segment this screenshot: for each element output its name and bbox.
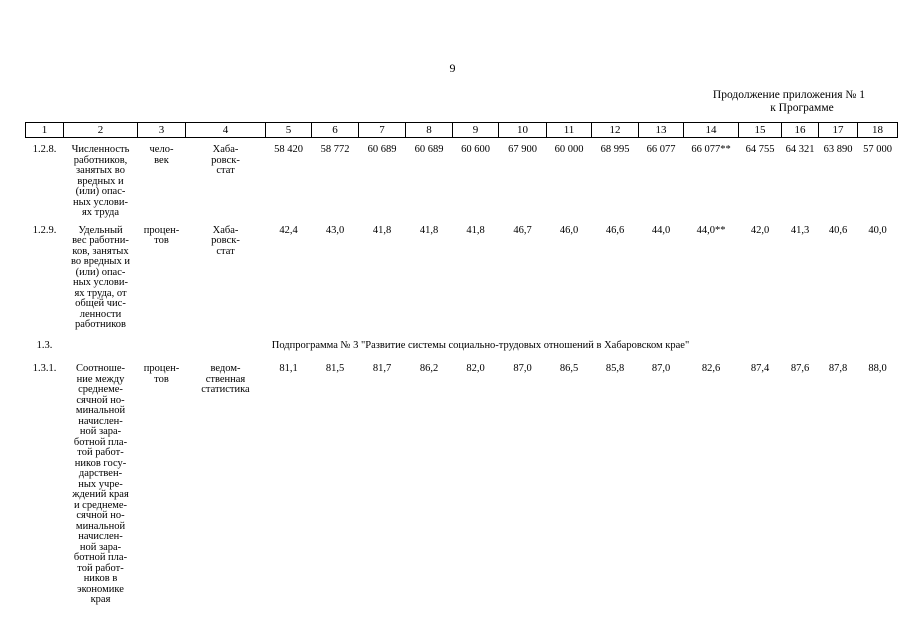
value-cell: 60 689 [367,144,397,155]
data-source-line: ведом- [210,363,241,374]
indicator-name-line: дарствен- [78,468,123,479]
column-header-3: 3 [138,123,186,138]
unit-of-measure [138,145,186,219]
continuation-line-2: к Программе [770,102,834,114]
value-cell: 87,6 [790,363,810,374]
table-row [26,145,898,219]
indicator-name-line: вредных и [77,175,124,187]
indicator-name-line: той работ- [77,447,124,458]
value-cell: 81,5 [325,363,345,374]
indicator-name-line: ние между [76,373,125,385]
data-source-line: ственная [205,373,246,385]
table-body [26,138,898,606]
column-header-8: 8 [406,123,453,138]
indicator-name-line: ях труда [81,207,120,218]
indicator-name [64,364,138,606]
column-header-7: 7 [359,123,406,138]
value-cell: 82,0 [466,363,485,374]
data-source [186,145,266,219]
indicator-name-line: сячной но- [76,510,125,521]
data-source-line: стат [216,165,235,176]
row-code: 1.3. [36,339,53,351]
indicator-name-line: ботной пла- [73,552,128,563]
value-cell: 42,0 [750,224,770,236]
column-header-5: 5 [266,123,312,138]
value-cell: 57 000 [863,144,892,155]
value-cell: 87,8 [828,363,848,374]
subprogram-row [26,331,898,358]
data-source-line: Хаба- [212,224,239,236]
unit-of-measure-line: чело- [149,144,174,155]
indicator-name-line: ников госу- [74,457,127,469]
value-cell: 60 689 [414,144,444,155]
column-header-6: 6 [312,123,359,138]
value-cell: 87,0 [651,363,671,374]
column-header-9: 9 [453,123,499,138]
indicator-name-line: минальной [75,405,126,416]
column-header-12: 12 [592,123,639,138]
value-cell: 44,0 [651,224,671,236]
indicator-name-line: вес работни- [72,235,129,246]
value-cell: 68 995 [600,144,630,155]
value-cell: 58 772 [320,144,350,155]
column-header-1: 1 [26,123,64,138]
value-cell: 44,0** [696,224,726,236]
page-number: 9 [449,61,456,75]
value-cell: 40,6 [828,224,848,236]
indicator-name-line: (или) опас- [75,266,126,278]
indicator-name-line: среднеме- [78,384,123,395]
value-cell: 64 755 [745,144,775,155]
column-header-13: 13 [639,123,684,138]
indicator-name-line: (или) опас- [75,186,126,197]
value-cell: 42,4 [279,224,298,236]
value-cell: 67 900 [508,144,537,155]
value-cell: 41,8 [419,224,439,236]
value-cell: 88,0 [868,363,887,374]
indicator-name [64,145,138,219]
indicator-name-line: работников [75,319,126,330]
indicator-name-line: той работ- [77,562,124,574]
value-cell: 64 321 [785,144,815,155]
indicator-name-line: ленности [79,308,122,320]
value-cell: 81,7 [372,363,392,374]
value-cell: 41,8 [466,224,485,236]
value-cell: 46,6 [605,224,625,236]
column-header-14: 14 [684,123,739,138]
value-cell: 60 000 [554,144,584,155]
indicator-name-line: ников в [83,573,118,584]
indicator-name-line: ботной пла- [73,436,128,448]
indicator-name-line: ных учре- [78,478,123,490]
column-header-2: 2 [64,123,138,138]
continuation-line-1: Продолжение приложения № 1 [712,89,865,101]
unit-of-measure-line: век [154,154,169,166]
subprogram-title: Подпрограмма № 3 "Развитие системы социально-трудовых отношений в Хабаровском крае" [271,339,690,351]
indicator-name-line: ях труда, от [74,287,127,299]
data-source-line: Хаба- [212,144,239,155]
value-cell: 58 420 [274,144,303,155]
value-cell: 41,3 [790,224,810,236]
value-cell: 85,8 [605,363,625,374]
value-cell: 46,7 [513,224,532,236]
data-source-line: статистика [201,384,250,395]
value-cell: 60 600 [461,144,490,155]
value-cell: 87,0 [513,363,532,374]
indicator-name-line: ной зара- [79,426,122,437]
indicator-name-line: занятых во [76,165,125,176]
value-cell: 87,4 [750,363,770,374]
value-cell: 41,8 [372,224,392,236]
indicator-name-line: края [90,594,111,605]
value-cell: 40,0 [868,224,887,236]
indicator-name-line: Удельный [78,224,123,236]
table-row [26,226,898,331]
table-row [26,364,898,606]
column-header-18: 18 [858,123,898,138]
column-header-17: 17 [819,123,858,138]
unit-of-measure-line: процен- [143,363,180,374]
column-header-4: 4 [186,123,266,138]
column-number-header [26,123,898,138]
data-source-line: ровск- [211,154,240,166]
value-cell: 66 077** [691,144,731,155]
value-cell: 82,6 [701,363,721,374]
row-code: 1.2.9. [32,224,57,236]
indicator-name-line: сячной но- [76,394,125,406]
value-cell: 63 890 [823,144,853,155]
unit-of-measure-line: тов [154,373,169,385]
indicator-name [64,226,138,331]
indicator-name-line: ждений края [72,489,129,500]
value-cell: 46,0 [559,224,579,236]
value-cell: 86,5 [559,363,579,374]
appendix-continuation-note [713,89,865,115]
indicator-name-line: Численность [71,144,130,155]
data-source [186,364,266,606]
row-code: 1.3.1. [32,363,57,374]
value-cell: 81,1 [279,363,298,374]
indicator-name-line: работников, [73,154,128,166]
unit-of-measure [138,226,186,331]
indicator-name-line: ных услови- [72,196,129,208]
value-cell: 43,0 [325,224,345,236]
indicator-name-line: начислен- [78,415,123,427]
column-header-15: 15 [739,123,782,138]
unit-of-measure-line: тов [154,235,169,246]
indicators-table [25,122,898,606]
data-source-line: ровск- [211,235,240,246]
indicator-name-line: и среднеме- [73,499,128,511]
indicator-name-line: ной зара- [79,541,122,553]
indicator-name-line: ков, занятых [72,245,129,257]
indicator-name-line: начислен- [78,531,123,542]
value-cell: 86,2 [419,363,439,374]
indicator-name-line: ных услови- [72,277,129,288]
data-source [186,226,266,331]
column-header-11: 11 [547,123,592,138]
column-header-10: 10 [499,123,547,138]
indicator-name-line: экономике [77,583,124,595]
unit-of-measure-line: процен- [143,224,180,236]
data-source-line: стат [216,245,235,257]
indicator-name-line: общей чис- [75,298,126,309]
row-code: 1.2.8. [32,144,57,155]
column-header-16: 16 [782,123,819,138]
indicator-name-line: Соотноше- [75,363,126,374]
unit-of-measure [138,364,186,606]
value-cell: 66 077 [646,144,676,155]
indicator-name-line: минальной [75,520,126,532]
indicator-name-line: во вредных и [70,256,130,267]
